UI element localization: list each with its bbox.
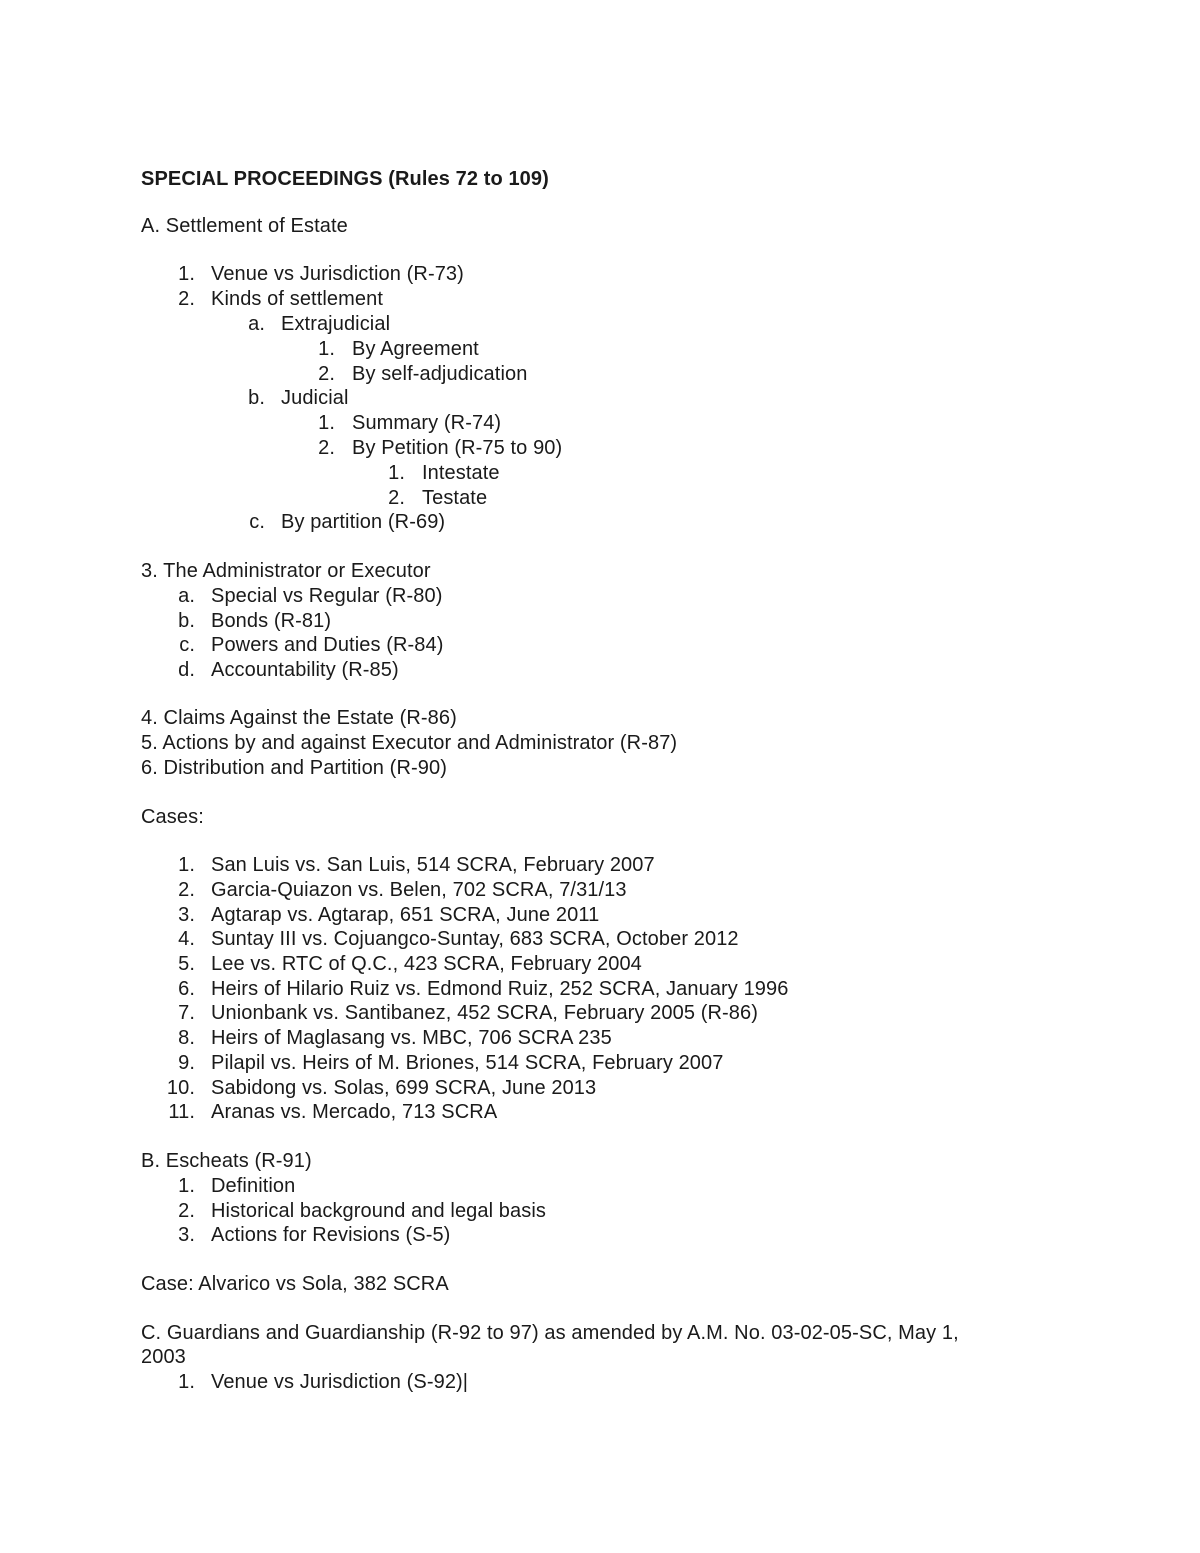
list-item: 1. Venue vs Jurisdiction (S-92)| xyxy=(178,1371,469,1393)
section-c-heading-continued: 2003 xyxy=(141,1346,186,1368)
list-item: d. Accountability (R-85) xyxy=(178,659,399,681)
list-item: 1. Venue vs Jurisdiction (R-73) xyxy=(178,263,464,285)
case-item: 2. Garcia-Quiazon vs. Belen, 702 SCRA, 7/31/13 xyxy=(178,879,627,901)
list-item: 1. Intestate xyxy=(388,462,500,484)
case-item: 7. Unionbank vs. Santibanez, 452 SCRA, February 2005 (R-86) xyxy=(178,1002,758,1024)
list-item: a. Special vs Regular (R-80) xyxy=(178,585,443,607)
case-item: 9. Pilapil vs. Heirs of M. Briones, 514 SCRA, February 2007 xyxy=(178,1052,724,1074)
list-item: 2. Historical background and legal basis xyxy=(178,1200,546,1222)
case-item: 4. Suntay III vs. Cojuangco-Suntay, 683 SCRA, October 2012 xyxy=(178,928,739,950)
case-item: 3. Agtarap vs. Agtarap, 651 SCRA, June 2011 xyxy=(178,904,600,926)
case-item: 8. Heirs of Maglasang vs. MBC, 706 SCRA 235 xyxy=(178,1027,612,1049)
list-item: 2. Testate xyxy=(388,487,488,509)
claims-heading: 4. Claims Against the Estate (R-86) xyxy=(141,707,457,729)
administrator-heading: 3. The Administrator or Executor xyxy=(141,560,431,582)
case-item: 11. Aranas vs. Mercado, 713 SCRA xyxy=(168,1101,498,1123)
case-item: 1. San Luis vs. San Luis, 514 SCRA, February 2007 xyxy=(178,854,655,876)
actions-heading: 5. Actions by and against Executor and Administrator (R-87) xyxy=(141,732,678,754)
page-title: SPECIAL PROCEEDINGS (Rules 72 to 109) xyxy=(141,168,549,190)
list-item: 1. Summary (R-74) xyxy=(318,412,502,434)
distribution-heading: 6. Distribution and Partition (R-90) xyxy=(141,757,447,779)
case-item: 6. Heirs of Hilario Ruiz vs. Edmond Ruiz, 252 SCRA, January 1996 xyxy=(178,978,789,1000)
cases-label: Cases: xyxy=(141,806,204,828)
list-item: a. Extrajudicial xyxy=(248,313,391,335)
list-item: 2. Kinds of settlement xyxy=(178,288,383,310)
section-b-case: Case: Alvarico vs Sola, 382 SCRA xyxy=(141,1273,449,1295)
section-a-heading: A. Settlement of Estate xyxy=(141,215,348,237)
list-item: 2. By self-adjudication xyxy=(318,363,528,385)
case-item: 5. Lee vs. RTC of Q.C., 423 SCRA, February 2004 xyxy=(178,953,642,975)
list-item: 3. Actions for Revisions (S-5) xyxy=(178,1224,451,1246)
section-b-heading: B. Escheats (R-91) xyxy=(141,1150,312,1172)
list-item: 2. By Petition (R-75 to 90) xyxy=(318,437,563,459)
list-item: 1. Definition xyxy=(178,1175,296,1197)
list-item: c. Powers and Duties (R-84) xyxy=(179,634,444,656)
list-item: c. By partition (R-69) xyxy=(249,511,446,533)
list-item: 1. By Agreement xyxy=(318,338,479,360)
section-c-heading: C. Guardians and Guardianship (R-92 to 97) as amended by A.M. No. 03-02-05-SC, May 1, xyxy=(141,1322,959,1344)
list-item: b. Judicial xyxy=(248,387,349,409)
case-item: 10. Sabidong vs. Solas, 699 SCRA, June 2013 xyxy=(166,1077,597,1099)
list-item: b. Bonds (R-81) xyxy=(178,610,332,632)
